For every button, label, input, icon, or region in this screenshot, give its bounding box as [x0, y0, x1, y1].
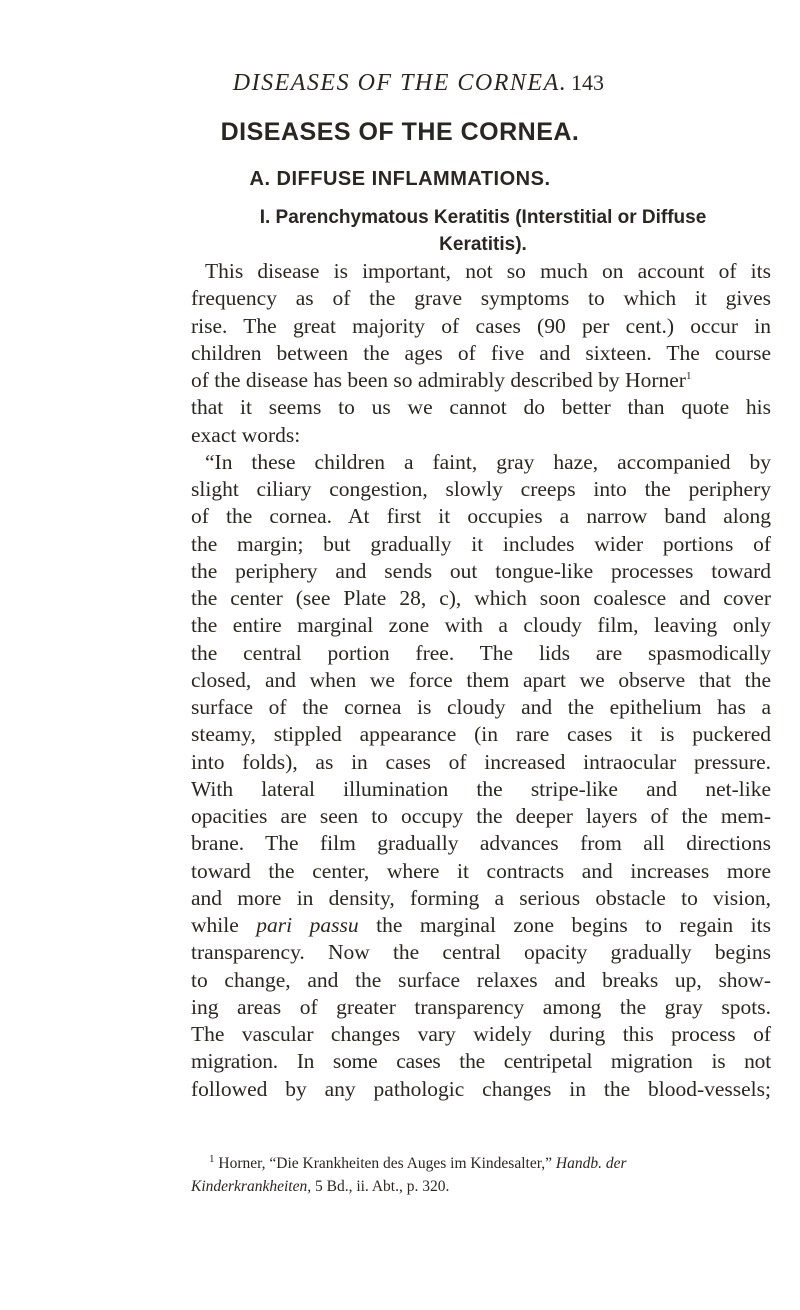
footnote-title: Kinderkrankheiten, [191, 1178, 312, 1195]
text-line: children between the ages of five and sixteen. The course [191, 340, 771, 365]
text-line: to change, and the surface relaxes and breaks up, show- [191, 967, 771, 992]
text-line: the center (see Plate 28, c), which soon coalesce and cover [191, 586, 771, 610]
text-line: of the cornea. At first it occupies a narrow band along [191, 504, 771, 529]
footnote-line [191, 1175, 771, 1198]
text-line: ing areas of greater transparency among the gray spots. [191, 994, 771, 1019]
text-line: the entire marginal zone with a cloudy film, leaving only [191, 613, 771, 638]
body-text [191, 258, 771, 1103]
text-line: This disease is important, not so much on account of its [205, 259, 771, 283]
footnote [191, 1152, 771, 1198]
page-number: 143 [571, 70, 604, 95]
text-fragment: the marginal zone begins to regain its [358, 913, 771, 937]
text-fragment: while [191, 913, 257, 937]
text-line: exact words: [191, 422, 301, 447]
text-line: migration. In some cases the centripetal migration is not [191, 1049, 771, 1074]
text-line: rise. The great majority of cases (90 per cent.) occur in [191, 313, 771, 338]
text-line: transparency. Now the central opacity gradually begins [191, 940, 771, 965]
text-line: The vascular changes vary widely during this process of [191, 1022, 771, 1046]
section-heading-line-2: Keratitis). [439, 234, 527, 255]
footnote-line [191, 1152, 771, 1175]
footnote-title: Handb. der [555, 1155, 627, 1172]
text-line: the margin; but gradually it includes wider portions of [191, 531, 771, 556]
text-line: With lateral illumination the stripe-like and net-like [191, 776, 771, 801]
footnote-text: Horner, “Die Krankheiten des Auges im Kindesalter,” [218, 1155, 556, 1172]
section-heading [196, 204, 770, 258]
text-line: followed by any pathologic changes in the blood-vessels; [191, 1076, 771, 1101]
subsection-heading: A. DIFFUSE INFLAMMATIONS. [249, 168, 551, 190]
text-line: toward the center, where it contracts and increases more [191, 858, 771, 883]
text-line: “In these children a faint, gray haze, accompanied by [205, 449, 771, 474]
text-line: opacities are seen to occupy the deeper layers of the mem- [191, 804, 771, 828]
text-line: slight ciliary congestion, slowly creeps into the periphery [191, 477, 771, 501]
latin-phrase: pari passu [256, 913, 359, 937]
footnote-reference[interactable]: 1 [685, 369, 692, 382]
section-heading-line-1: I. Parenchymatous Keratitis (Interstitial or Diffuse [259, 207, 707, 228]
text-line: surface of the cornea is cloudy and the epithelium has a [191, 695, 771, 719]
text-line: closed, and when we force them apart we observe that the [191, 667, 771, 692]
text-line: steamy, stippled appearance (in rare cases it is puckered [191, 722, 771, 747]
text-line: the periphery and sends out tongue-like processes toward [191, 558, 771, 583]
text-line [191, 912, 771, 939]
text-line: and more in density, forming a serious obstacle to vision, [191, 885, 771, 910]
running-head: DISEASES OF THE CORNEA. [232, 70, 568, 96]
chapter-heading: DISEASES OF THE CORNEA. [220, 118, 580, 146]
text-line: frequency as of the grave symptoms to which it gives [191, 286, 771, 311]
text-line: into folds), as in cases of increased intraocular pressure. [191, 749, 771, 774]
footnote-marker: 1 [209, 1152, 215, 1165]
text-line: the central portion free. The lids are spasmodically [191, 640, 771, 665]
text-fragment: of the disease has been so admirably described by Horner [191, 368, 686, 392]
text-line [191, 367, 771, 394]
footnote-text: 5 Bd., ii. Abt., p. 320. [311, 1178, 450, 1195]
text-line: that it seems to us we cannot do better than quote his [191, 395, 771, 420]
text-line: brane. The film gradually advances from all directions [191, 831, 771, 856]
